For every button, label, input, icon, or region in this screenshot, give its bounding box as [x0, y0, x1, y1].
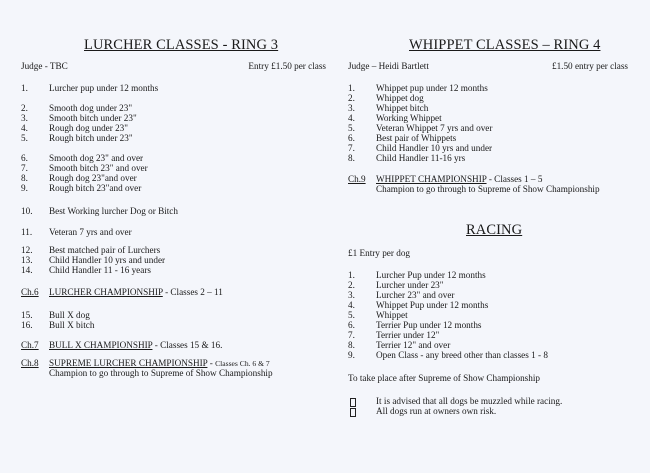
- lurcher-judge: Judge - TBC: [21, 61, 68, 71]
- racing-after: To take place after Supreme of Show Championship: [348, 373, 540, 383]
- checkbox-bullet-icon: [350, 398, 356, 407]
- lurcher-title: LURCHER CLASSES - RING 3: [84, 37, 279, 53]
- lurcher-judge-row: [21, 61, 326, 71]
- racing-title: RACING: [466, 222, 523, 238]
- racing-entry: £1 Entry per dog: [348, 248, 411, 258]
- lurcher-fee: Entry £1.50 per class: [248, 61, 326, 71]
- page: LURCHER CLASSES - RING 3 Judge - TBC Entry £1.50 per class 1. Lurcher pup under 12 months 2. Smooth dog under 23" 3. Smooth bitch under 23" 4. Rough dog under 23" 5. Rough bitch under 23" 6. Smooth dog 23" and over 7. Smooth bitch 23" and over 8. Rough dog 23"and over 9. Rough bitch 23"and over 10. Best Working lurcher Dog or Bitch 11. Veteran 7 yrs and over 12. Best matched pair of Lurchers 13. Child Handler 10 yrs and under 14. Child Handler 11 - 16 years Ch.6 LURCHER CHAMPIONSHIP - Classes 2 – 11 15. Bull X dog 16. Bull X bitch Ch.7 BULL X CHAMPIONSHIP - Classes 15 & 16. Ch.8 SUPREME LURCHER CHAMPIONSHIP - Classes Ch. 6 & 7 Champion to go through to Supreme of Show Championship WHIPPET CLASSES – RING 4 Judge – Heidi Bartlett £1.50 entry per class 1. Whippet pup under 12 months 2. Whippet dog 3. Whippet bitch 4. Working Whippet 5. Veteran Whippet 7 yrs and over 6. Best pair of Whippets 7. Child Handler 10 yrs and under 8. Child Handler 11-16 yrs Ch.9 WHIPPET CHAMPIONSHIP - Classes 1 – 5 Champion to go through to Supreme of Show Championship RACING £1 Entry per dog 1. Lurcher Pup under 12 months 2. Lurcher under 23" 3. Lurcher 23" and over 4. Whippet Pup under 12 months 5. Whippet 6. Terrier Pup under 12 months 7. Terrier under 12" 8. Terrier 12" and over 9. Open Class - any breed other than classes 1 - 8 To take place after Supreme of Show Championship It is advised that all dogs be muzzled while racing. All dogs run at owners own risk.: [0, 0, 650, 473]
- checkbox-bullet-icon: [350, 408, 356, 417]
- whippet-fee: £1.50 entry per class: [551, 61, 628, 71]
- whippet-judge-row: [348, 61, 628, 71]
- whippet-judge: Judge – Heidi Bartlett: [348, 61, 429, 71]
- whippet-title: WHIPPET CLASSES – RING 4: [409, 37, 601, 53]
